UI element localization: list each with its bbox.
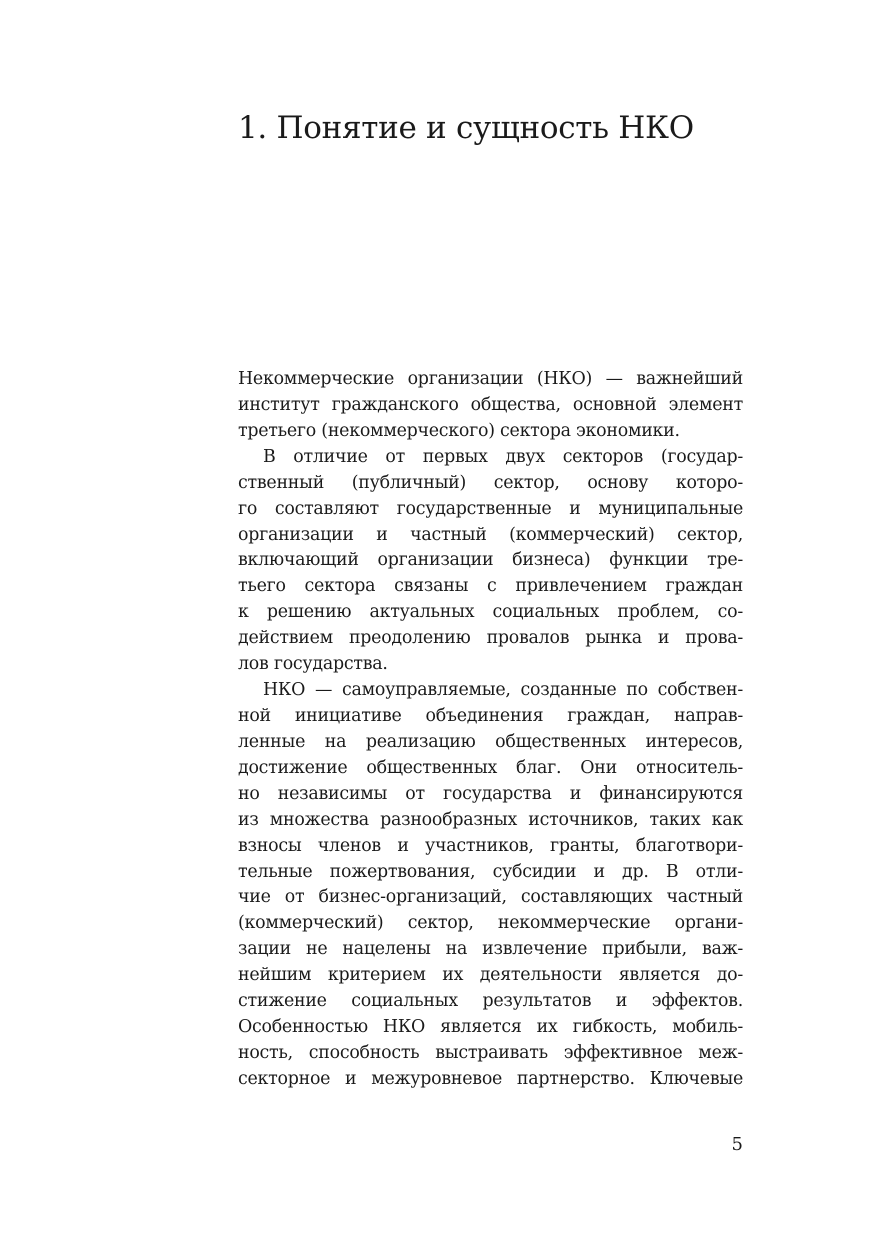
text-line: ственный (публичный) сектор, основу которо- bbox=[238, 472, 743, 493]
text-line: организации и частный (коммерческий) сектор, bbox=[238, 524, 743, 545]
text-line: действием преодолению провалов рынка и прова- bbox=[238, 628, 743, 649]
text-line: институт гражданского общества, основной элемент bbox=[238, 394, 743, 415]
text-line: ность, способность выстраивать эффективное меж- bbox=[238, 1042, 743, 1063]
text-line: тельные пожертвования, субсидии и др. В отли- bbox=[238, 861, 743, 882]
text-line: ленные на реализацию общественных интересов, bbox=[238, 731, 743, 752]
text-line: но независимы от государства и финансируются bbox=[238, 783, 743, 804]
text-line: секторное и межуровневое партнерство. Ключевые bbox=[238, 1068, 743, 1089]
chapter-title: 1. Понятие и сущность НКО bbox=[238, 110, 694, 146]
text-line: ной инициативе объединения граждан, направ- bbox=[238, 705, 743, 726]
page-number: 5 bbox=[731, 1134, 743, 1155]
text-line: третьего (некоммерческого) сектора экономики. bbox=[238, 420, 680, 441]
text-line: го составляют государственные и муниципальные bbox=[238, 498, 743, 519]
text-line: стижение социальных результатов и эффектов. bbox=[238, 991, 743, 1012]
text-line: Особенностью НКО является их гибкость, мобиль- bbox=[238, 1017, 743, 1038]
text-line: лов государства. bbox=[238, 654, 388, 675]
text-line: тьего сектора связаны с привлечением граждан bbox=[238, 576, 743, 597]
text-line: из множества разнообразных источников, таких как bbox=[238, 809, 743, 830]
text-line: НКО — самоуправляемые, созданные по собствен- bbox=[263, 680, 743, 701]
text-line: В отличие от первых двух секторов (государ- bbox=[263, 446, 743, 467]
text-line: взносы членов и участников, гранты, благотвори- bbox=[238, 835, 743, 856]
text-line: к решению актуальных социальных проблем, со- bbox=[238, 602, 743, 623]
text-line: чие от бизнес-организаций, составляющих частный bbox=[238, 887, 743, 908]
text-line: Некоммерческие организации (НКО) — важнейший bbox=[238, 369, 743, 389]
text-line: зации не нацелены на извлечение прибыли, важ- bbox=[238, 939, 743, 960]
text-line: включающий организации бизнеса) функции тре- bbox=[238, 550, 743, 571]
text-line: нейшим критерием их деятельности является до- bbox=[238, 965, 743, 986]
text-line: достижение общественных благ. Они относитель- bbox=[238, 757, 743, 778]
body-text bbox=[238, 367, 743, 1093]
text-line: (коммерческий) сектор, некоммерческие органи- bbox=[238, 913, 743, 934]
